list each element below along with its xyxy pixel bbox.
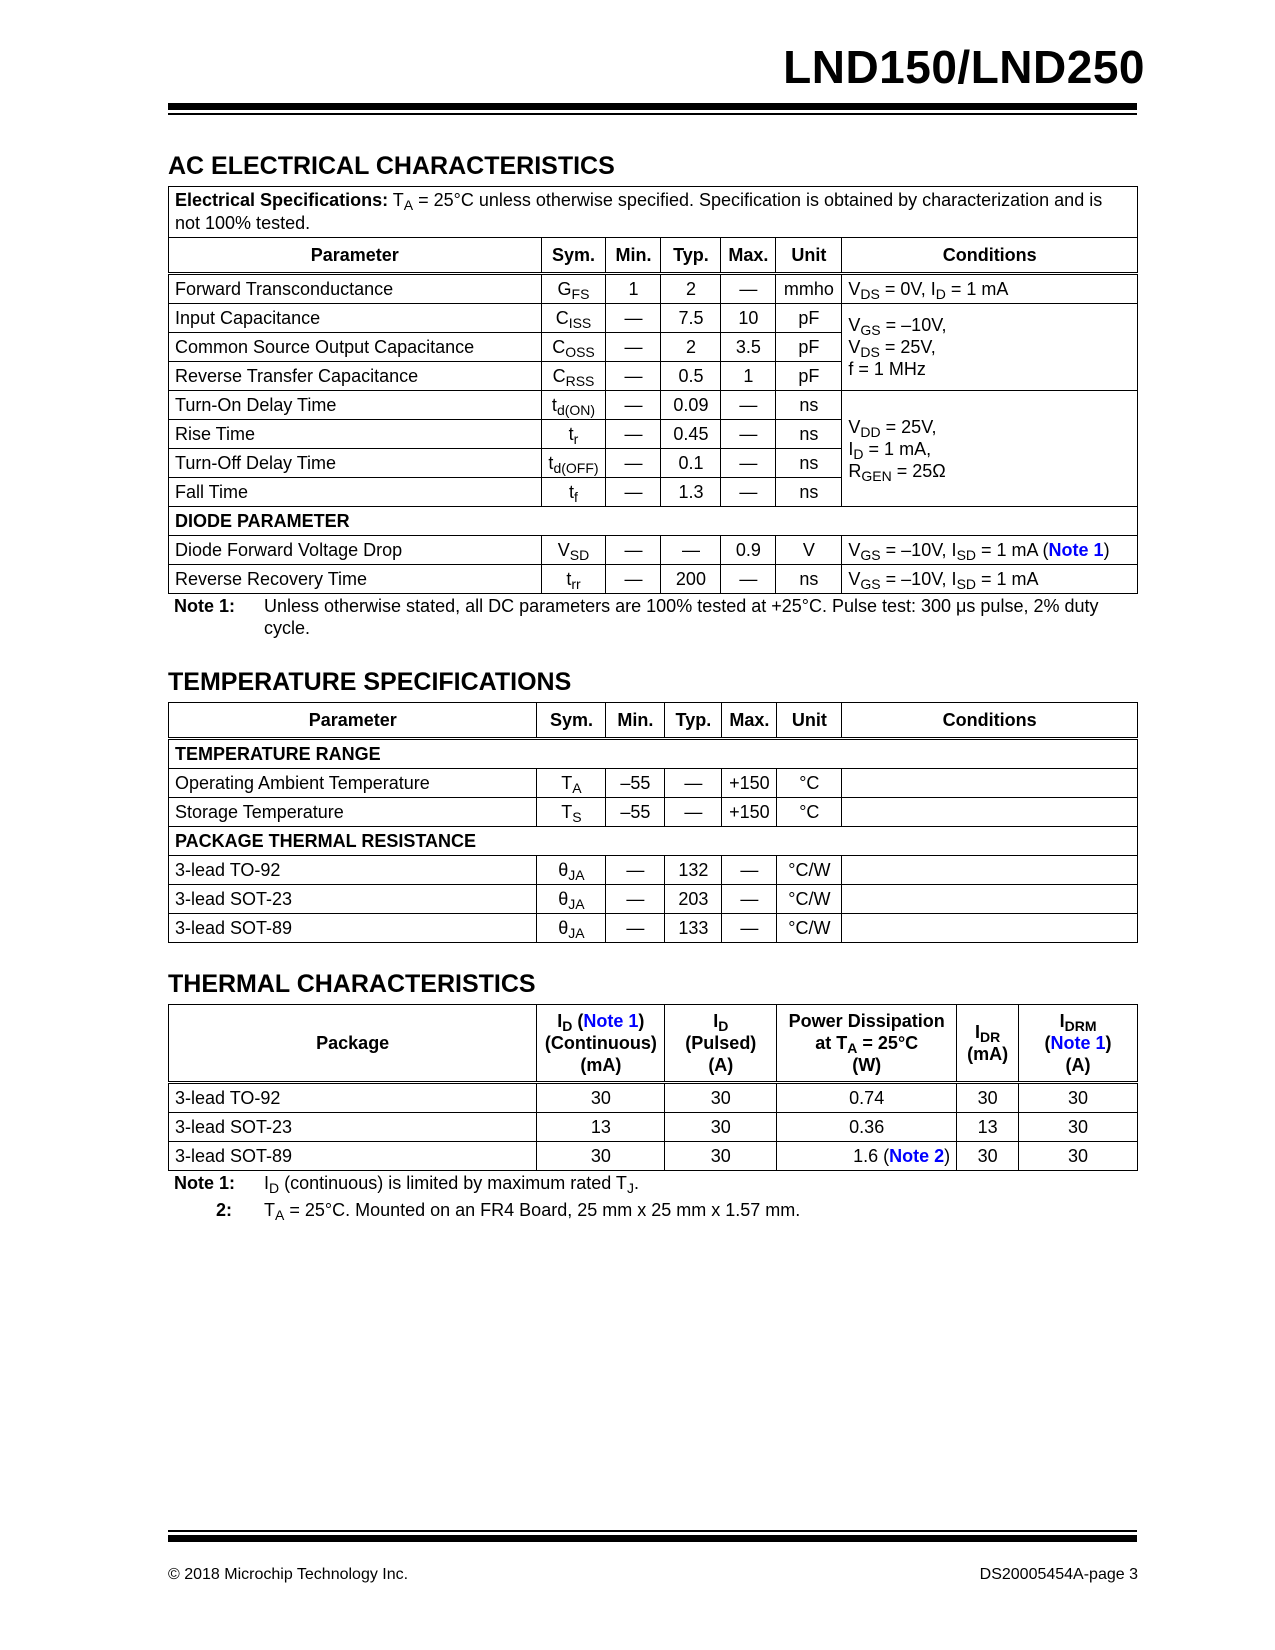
note-1-link[interactable]: Note 1 bbox=[1050, 1033, 1106, 1053]
table-row: Reverse Recovery Time $t_{rr}$ — 200 — ns $V_{GS} = -10V$, $I_{SD} = 1$ mA bbox=[169, 565, 1138, 594]
electrical-spec-note: Electrical Specifications: $T_A = 25^\circ C$ unless otherwise specified. Specification is obtained by characterization and is not 100% tested. bbox=[169, 187, 1138, 238]
footer-rule-thin bbox=[168, 1530, 1137, 1532]
thermal-header-row: Package $I_D$ (Note 1) (Continuous) (mA) $I_D$ (Pulsed) (A) Power Dissipation at $T_A = 25^\circ C$ (W) $I_{DR}$ (mA) $I_{DRM}$ (Note 1) (A) bbox=[169, 1005, 1138, 1083]
ac-table bbox=[168, 186, 1138, 594]
table-row: 3-lead SOT-89 30 30 1.6 (Note 2) 30 30 bbox=[169, 1142, 1138, 1171]
table-row: 3-lead TO-92 $\theta_{JA}$ — 132 — °C/W bbox=[169, 856, 1138, 885]
header-rule bbox=[168, 103, 1137, 110]
table-row: 3-lead TO-92 30 30 0.74 30 30 bbox=[169, 1083, 1138, 1113]
diode-section-row: DIODE PARAMETER bbox=[169, 507, 1138, 536]
thermal-notes bbox=[174, 1172, 800, 1221]
footer-rule bbox=[168, 1535, 1137, 1542]
table-row: Storage Temperature $T_S$ –55 — +150 °C bbox=[169, 798, 1138, 827]
note-1-link[interactable]: Note 1 bbox=[1048, 540, 1104, 560]
table-row: Turn-On Delay Time $t_{d(ON)}$ — 0.09 — ns $V_{DD} = 25V$, $I_D = 1$ mA, $R_{GEN} = 25\Omega$ bbox=[169, 391, 1138, 420]
temp-section-title: TEMPERATURE SPECIFICATIONS bbox=[168, 668, 572, 696]
table-row: Rise Time $t_r$ — 0.45 — ns bbox=[169, 420, 1138, 449]
table-row: Turn-Off Delay Time $t_{d(OFF)}$ — 0.1 — ns bbox=[169, 449, 1138, 478]
condition-cell: $V_{GS} = -10V$, $I_{SD} = 1$ mA (Note 1) bbox=[842, 536, 1138, 565]
condition-cell: $V_{DS} = 0V$, $I_D = 1$ mA bbox=[842, 274, 1138, 304]
thermal-section-title: THERMAL CHARACTERISTICS bbox=[168, 970, 536, 998]
thermal-table bbox=[168, 1004, 1138, 1171]
ac-header-row: Parameter Sym. Min. Typ. Max. Unit Conditions bbox=[169, 238, 1138, 274]
condition-cell: $V_{DD} = 25V$, $I_D = 1$ mA, $R_{GEN} = 25\Omega$ bbox=[842, 391, 1138, 507]
table-row: Common Source Output Capacitance $C_{OSS}$ — 2 3.5 pF bbox=[169, 333, 1138, 362]
table-row: Forward Transconductance $G_{FS}$ 1 2 — mmho $V_{DS} = 0V$, $I_D = 1$ mA bbox=[169, 274, 1138, 304]
condition-cell: $V_{GS} = -10V$, $I_{SD} = 1$ mA bbox=[842, 565, 1138, 594]
ac-notes: Note 1: Unless otherwise stated, all DC parameters are 100% tested at +25°C. Pulse test: 300 μs pulse, 2% duty cycle. bbox=[174, 596, 1099, 638]
thermal-resistance-section-row: PACKAGE THERMAL RESISTANCE bbox=[169, 827, 1138, 856]
note-2-link[interactable]: Note 2 bbox=[889, 1146, 945, 1166]
header-rule-thin bbox=[168, 113, 1137, 115]
ac-section-title: AC ELECTRICAL CHARACTERISTICS bbox=[168, 152, 615, 180]
table-row: 3-lead SOT-89 $\theta_{JA}$ — 133 — °C/W bbox=[169, 914, 1138, 943]
thermal-note-1: Note 1: $I_D$ (continuous) is limited by maximum rated $T_J$. bbox=[174, 1173, 639, 1196]
document-number: DS20005454A-page 3 bbox=[979, 1566, 1138, 1583]
table-row: Diode Forward Voltage Drop $V_{SD}$ — — 0.9 V $V_{GS} = -10V$, $I_{SD} = 1$ mA (Note 1) bbox=[169, 536, 1138, 565]
table-row: Input Capacitance $C_{ISS}$ — 7.5 10 pF $V_{GS} = -10V$, $V_{DS} = 25V$, f = 1 MHz bbox=[169, 304, 1138, 333]
condition-cell: $V_{GS} = -10V$, $V_{DS} = 25V$, f = 1 MHz bbox=[842, 304, 1138, 391]
table-row: Operating Ambient Temperature $T_A$ –55 — +150 °C bbox=[169, 769, 1138, 798]
thermal-note-2: 2: $T_A = 25^\circ C$. Mounted on an FR4 Board, 25 mm x 25 mm x 1.57 mm. bbox=[215, 1200, 801, 1223]
table-row: 3-lead SOT-23 13 30 0.36 13 30 bbox=[169, 1113, 1138, 1142]
note-1-link[interactable]: Note 1 bbox=[583, 1011, 639, 1031]
temp-range-section-row: TEMPERATURE RANGE bbox=[169, 739, 1138, 769]
temp-table bbox=[168, 702, 1138, 943]
table-row: Fall Time $t_f$ — 1.3 — ns bbox=[169, 478, 1138, 507]
temp-header-row: Parameter Sym. Min. Typ. Max. Unit Conditions bbox=[169, 703, 1138, 739]
table-row: Reverse Transfer Capacitance $C_{RSS}$ — 0.5 1 pF bbox=[169, 362, 1138, 391]
copyright: © 2018 Microchip Technology Inc. bbox=[168, 1566, 409, 1583]
page-title: LND150/LND250 bbox=[783, 41, 1145, 93]
table-row: 3-lead SOT-23 $\theta_{JA}$ — 203 — °C/W bbox=[169, 885, 1138, 914]
